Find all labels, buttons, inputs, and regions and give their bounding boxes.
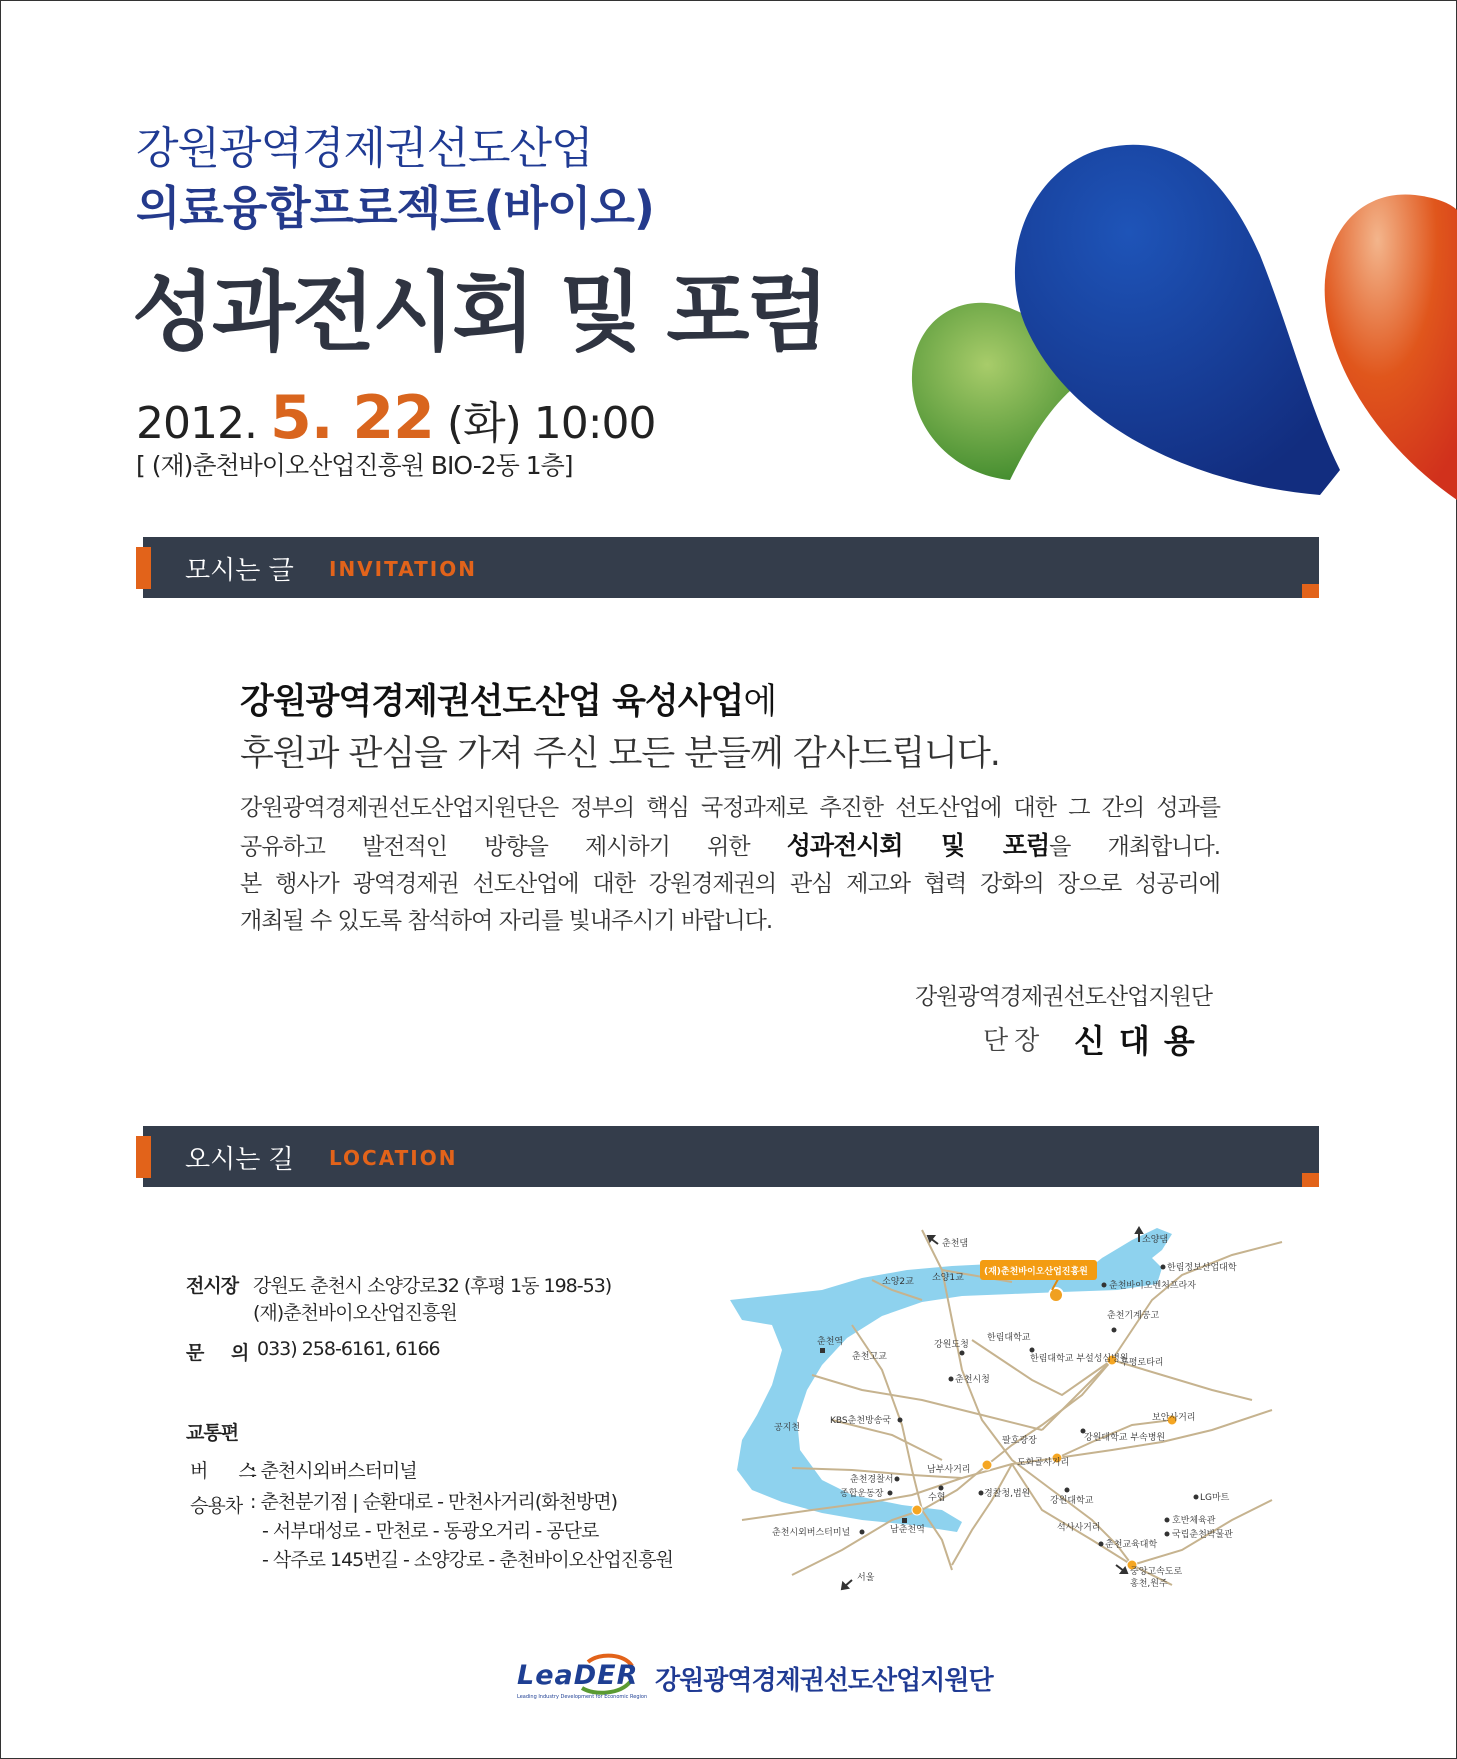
map-label-soyang-dam: 소양댐	[1142, 1235, 1169, 1245]
map-label-lg: LG마트	[1200, 1493, 1230, 1503]
event-date	[136, 383, 656, 453]
contact-label-text: 문 의	[186, 1342, 260, 1364]
map-label-seoksa: 석사사거리	[1057, 1523, 1101, 1533]
map-label-stadium: 종합운동장	[840, 1489, 884, 1499]
map-label-namchuncheon: 남춘천역	[890, 1525, 925, 1535]
map-label-seoul: 서울	[857, 1573, 875, 1583]
location-title-en: LOCATION	[329, 1146, 458, 1170]
map-label-kangwon-univ: 강원대학교	[1050, 1496, 1094, 1506]
footer-org-name: 강원광역경제권선도산업지원단	[655, 1666, 993, 1696]
map-label-nambu: 남부사거리	[927, 1465, 971, 1475]
map-label-target: (재)춘천바이오산업진흥원	[984, 1267, 1088, 1277]
date-weekday-time: (화) 10:00	[446, 398, 656, 449]
map-label-highway-1: 중앙고속도로	[1130, 1567, 1183, 1577]
invitation-section-bar	[143, 537, 1319, 598]
map-label-museum: 국립춘천박물관	[1172, 1530, 1233, 1540]
map-label-gymnasium: 호반체육관	[1172, 1516, 1216, 1526]
blue-droplet	[1015, 145, 1340, 495]
map-label-court: 경찰청,법원	[984, 1489, 1031, 1499]
invitation-title-en: INVITATION	[329, 557, 477, 581]
body-line-4: 개최될 수 있도록 참석하여 자리를 빛내주시기 바랍니다.	[240, 908, 773, 934]
map-label-city-hall: 춘천시청	[955, 1375, 990, 1385]
transport-title-text: 교통편	[186, 1422, 239, 1444]
invitation-body	[240, 790, 1220, 940]
contact-label	[186, 1338, 259, 1365]
date-day: 5. 22	[269, 383, 434, 453]
map-label-station: 춘천역	[817, 1337, 844, 1347]
body-line-2	[240, 827, 1220, 866]
bar-corner	[1302, 1173, 1319, 1187]
signature-role: 단장	[983, 1026, 1046, 1056]
invitation-lead-2: 후원과 관심을 가져 주신 모든 분들께 감사드립니다.	[240, 734, 1000, 774]
map-label-chuncheon-high: 춘천고교	[852, 1352, 887, 1362]
title-line1: 강원광역경제권선도산업	[136, 123, 593, 174]
map-label-hallym-hosp: 한림대학교 부설성심병원	[1030, 1354, 1129, 1364]
map-label-gongjicheon: 공지천	[774, 1423, 801, 1433]
date-year: 2012.	[136, 398, 257, 449]
car-label: 승용차	[190, 1495, 243, 1517]
leader-logo: LeaDER	[517, 1660, 639, 1691]
map-label-gangwon-do: 강원도청	[934, 1340, 969, 1350]
decorative-droplets	[900, 140, 1457, 510]
map-label-boan: 보안사거리	[1152, 1413, 1196, 1423]
map-label-sueop: 수협	[928, 1493, 946, 1503]
venue-label	[186, 1271, 238, 1298]
body-line-2b: 성과전시회 및 포럼	[786, 831, 1050, 860]
transport-title	[186, 1418, 238, 1445]
map-label-hupyeong: 후평로타리	[1120, 1358, 1164, 1368]
signature-org: 강원광역경제권선도산업지원단	[914, 984, 1212, 1010]
location-map	[712, 1220, 1286, 1600]
invitation-lead-1	[240, 674, 776, 724]
map-label-kangwon-hosp: 강원대학교 부속병원	[1084, 1433, 1166, 1443]
map-label-dohwa: 도화골사거리	[1017, 1458, 1070, 1468]
map-label-gigye: 춘천기계공고	[1107, 1311, 1160, 1321]
bar-tick	[136, 1136, 151, 1178]
invitation-title: 모시는 글	[185, 556, 294, 586]
lead-bold: 강원광역경제권선도산업 육성사업	[240, 682, 744, 722]
body-line-2c: 을 개최합니다.	[1049, 834, 1221, 860]
map-label-soyang1: 소양1교	[932, 1273, 964, 1283]
map-label-venture: 춘천바이오벤처프라자	[1109, 1281, 1196, 1291]
bus-route: : 춘천시외버스터미널	[250, 1460, 417, 1482]
target-marker	[1049, 1288, 1063, 1302]
body-line-1: 강원광역경제권선도산업지원단은 정부의 핵심 국정과제로 추진한 선도산업에 대한 그 간의 성과를	[240, 795, 1220, 821]
map-label-kbs: KBS춘천방송국	[830, 1416, 892, 1426]
map-label-terminal: 춘천시외버스터미널	[772, 1528, 851, 1538]
map-label-highway-2: 홍천,원주	[1130, 1579, 1168, 1589]
bar-tick	[136, 547, 151, 589]
bar-corner	[1302, 584, 1319, 598]
location-section-bar	[143, 1126, 1319, 1187]
event-venue: [ (재)춘천바이오산업진흥원 BIO-2동 1층]	[136, 451, 573, 480]
orange-droplet	[1325, 194, 1457, 500]
location-title: 오시는 길	[185, 1145, 294, 1175]
leader-logo-sub: Leading Industry Development for Economic Region	[517, 1694, 648, 1700]
body-line-3: 본 행사가 광역경제권 선도산업에 대한 강원경제권의 관심 제고와 협력 강화의 장으로 성공리에	[240, 871, 1220, 897]
contact-phone: 033) 258-6161, 6166	[257, 1338, 440, 1360]
map-label-hallym-info: 한림정보산업대학	[1167, 1263, 1237, 1273]
car-route-1: : 춘천분기점 | 순환대로 - 만천사거리(화천방면)	[250, 1491, 618, 1513]
map-label-palho: 팔호광장	[1002, 1436, 1037, 1446]
map-label-police: 춘천경찰서	[850, 1475, 894, 1485]
venue-address-2: (재)춘천바이오산업진흥원	[253, 1302, 457, 1324]
venue-label-text: 전시장	[186, 1275, 239, 1297]
main-title: 성과전시회 및 포럼	[132, 263, 827, 363]
map-label-hallym-univ: 한림대학교	[987, 1333, 1031, 1343]
car-route-3: - 삭주로 145번길 - 소양강로 - 춘천바이오산업진흥원	[262, 1549, 673, 1571]
venue-address-1: 강원도 춘천시 소양강로32 (후평 1동 198-53)	[253, 1275, 612, 1297]
title-line2: 의료융합프로젝트(바이오)	[136, 181, 654, 235]
car-route-2: - 서부대성로 - 만천로 - 동광오거리 - 공단로	[262, 1520, 599, 1542]
bus-label: 버 스	[190, 1460, 269, 1482]
map-label-education: 춘천교육대학	[1105, 1540, 1158, 1550]
body-line-2a: 공유하고 발전적인 방향을 제시하기 위한	[240, 834, 787, 860]
signature-name: 신대용	[1074, 1022, 1209, 1060]
map-label-soyang2: 소양2교	[882, 1277, 914, 1287]
lead-rest: 에	[743, 682, 777, 722]
map-label-chuncheon-dam: 춘천댐	[942, 1239, 969, 1249]
